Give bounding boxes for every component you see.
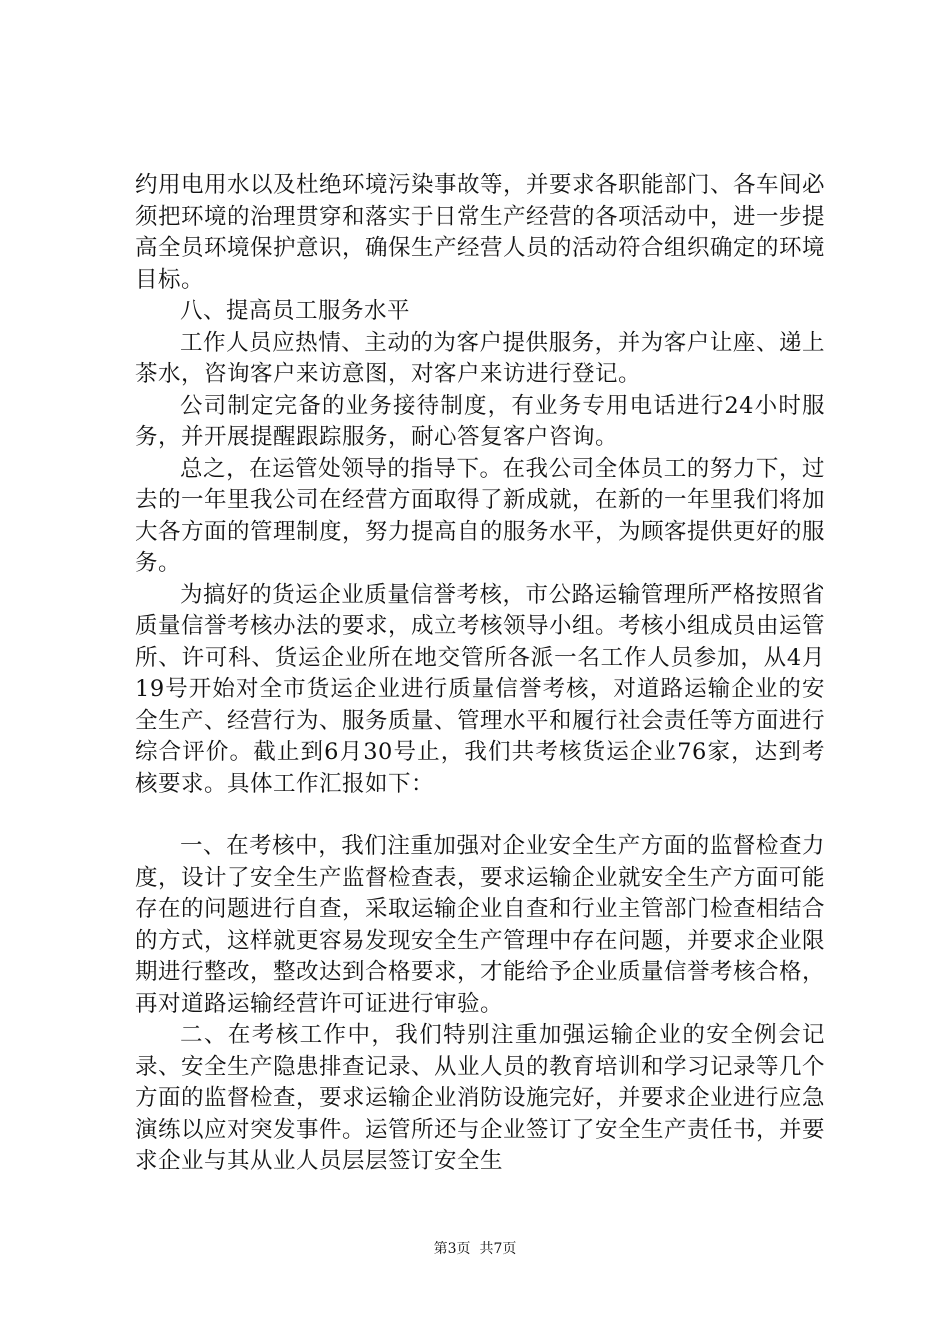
- paragraph-spacer: [135, 800, 825, 831]
- paragraph-summary: 总之，在运管处领导的指导下。在我公司全体员工的努力下，过去的一年里我公司在经营方面取得了新成就，在新的一年里我们将加大各方面的管理制度，努力提高自的服务水平，为顾客提供更好的服务。: [135, 455, 826, 576]
- paragraph-point-one: 一、在考核中，我们注重加强对企业安全生产方面的监督检查力度，设计了安全生产监督检查表，要求运输企业就安全生产方面可能存在的问题进行自查，采取运输企业自查和行业主管部门检查相结合的方式，这样就更容易发现安全生产管理中存在问题，并要求企业限期进行整改，整改达到合格要求，才能给予企业质量信誉考核合格，再对道路运输经营许可证进行审验。: [135, 833, 826, 1017]
- paragraph-point-two: 二、在考核工作中，我们特别注重加强运输企业的安全例会记录、安全生产隐患排查记录、从业人员的教育培训和学习记录等几个方面的监督检查，要求运输企业消防设施完好，并要求企业进行应急演练以应对突发事件。运管所还与企业签订了安全生产责任书，并要求企业与其从业人员层层签订安全生: [135, 1022, 826, 1174]
- paragraph-environment-continued: 约用电用水以及杜绝环境污染事故等，并要求各职能部门、各车间必须把环境的治理贯穿和落实于日常生产经营的各项活动中，进一步提高全员环境保护意识，确保生产经营人员的活动符合组织确定的环境目标。: [135, 172, 826, 293]
- page-footer: [0, 1240, 950, 1258]
- section-heading-service-level: 八、提高员工服务水平: [180, 298, 411, 324]
- paragraph-staff-service: 工作人员应热情、主动的为客户提供服务，并为客户让座、递上茶水，咨询客户来访意图，对客户来访进行登记。: [135, 329, 825, 387]
- document-body: [135, 170, 825, 1178]
- paragraph-credit-assessment-intro: 为搞好的货运企业质量信誉考核，市公路运输管理所严格按照省质量信誉考核办法的要求，成立考核领导小组。考核小组成员由运管所、许可科、货运企业所在地交管所各派一名工作人员参加，从4月19号开始对全市货运企业进行质量信誉考核，对道路运输企业的安全生产、经营行为、服务质量、管理水平和履行社会责任等方面进行综合评价。截止到6月30号止，我们共考核货运企业76家，达到考核要求。具体工作汇报如下：: [135, 581, 826, 797]
- page-total: 共7页: [479, 1241, 517, 1257]
- page-number: 第3页: [433, 1241, 471, 1257]
- paragraph-reception-system: 公司制定完备的业务接待制度，有业务专用电话进行24小时服务，并开展提醒跟踪服务，耐心答复客户咨询。: [135, 392, 825, 450]
